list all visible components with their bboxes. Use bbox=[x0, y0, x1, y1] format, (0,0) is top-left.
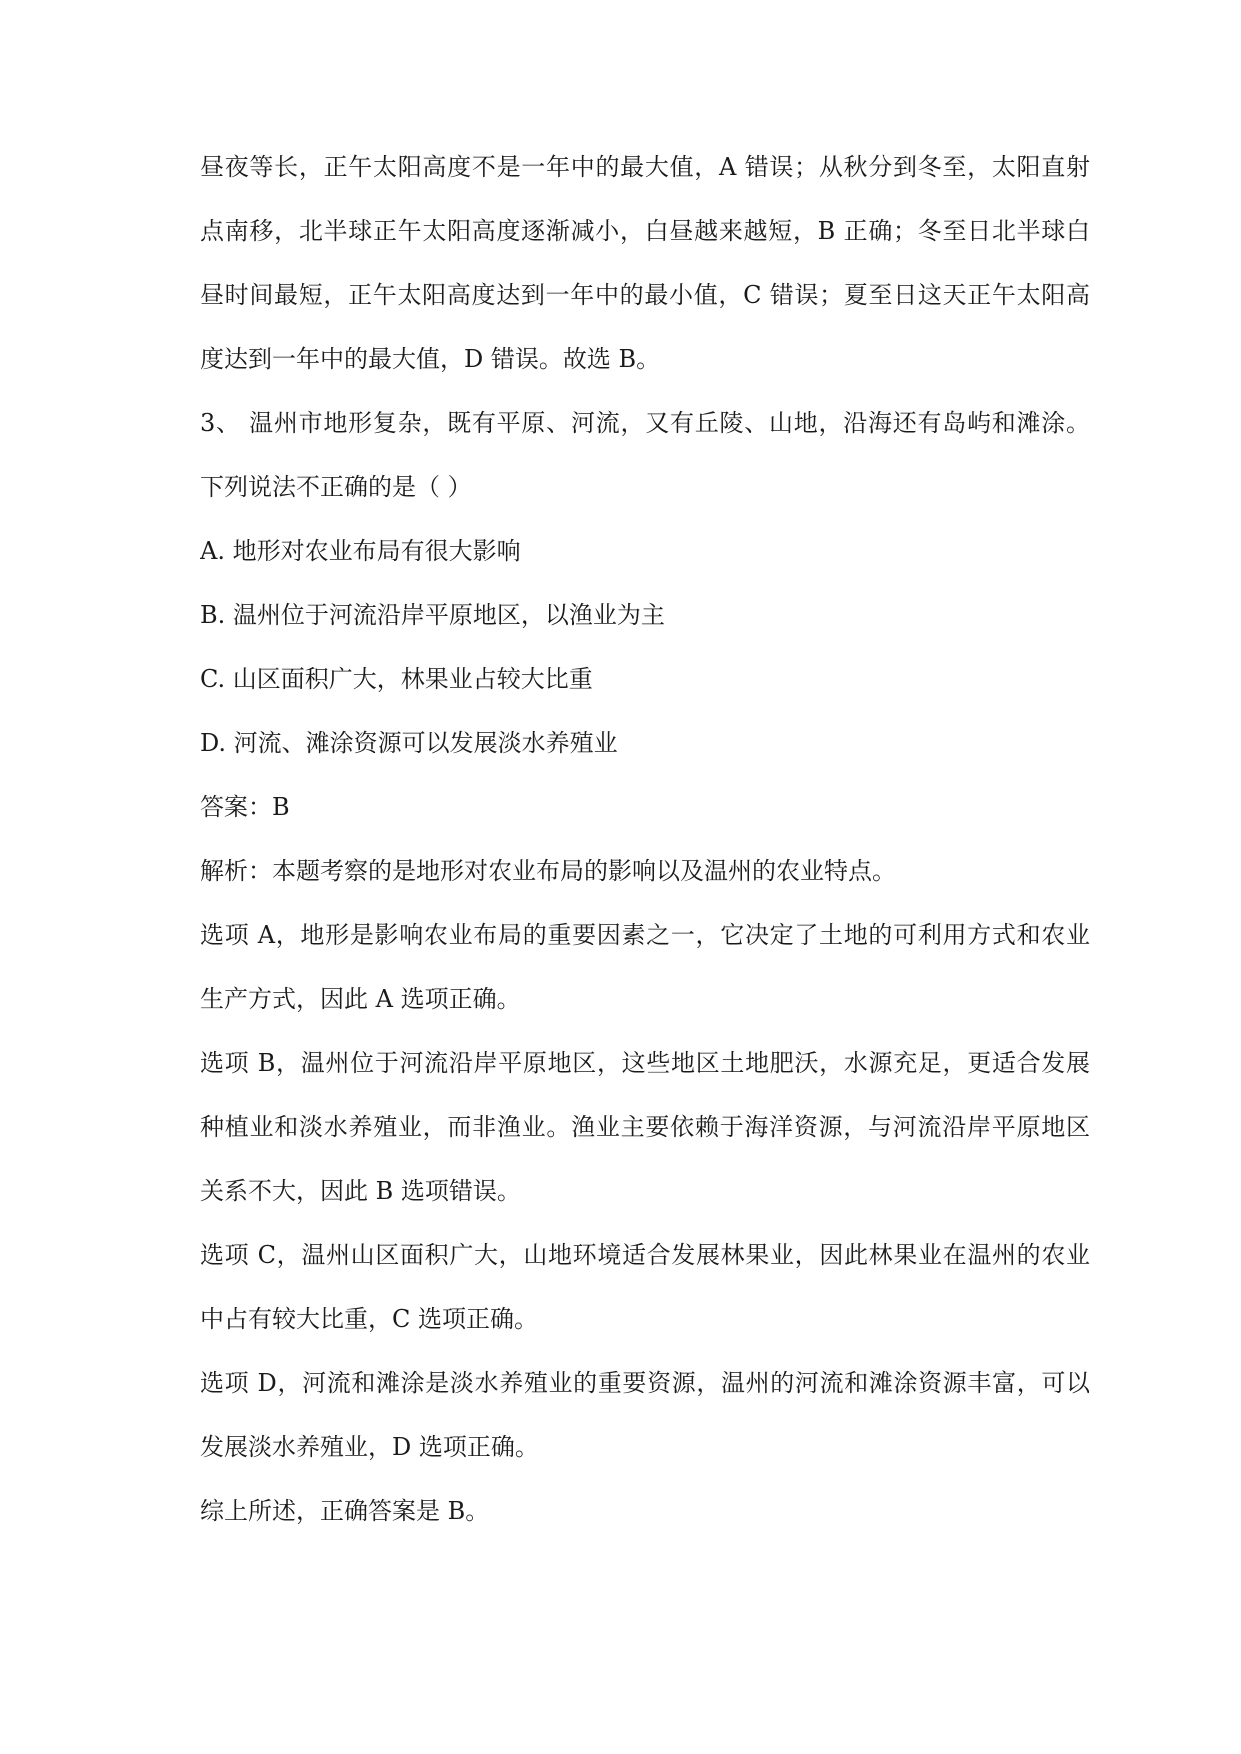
option-d: D. 河流、滩涂资源可以发展淡水养殖业 bbox=[200, 729, 618, 757]
continuation-line-1: 昼夜等长，正午太阳高度不是一年中的最大值，A 错误；从秋分到冬至，太阳直射 bbox=[200, 153, 1090, 181]
option-a-analysis-line-2: 生产方式，因此 A 选项正确。 bbox=[200, 985, 521, 1013]
option-b: B. 温州位于河流沿岸平原地区，以渔业为主 bbox=[200, 601, 665, 629]
continuation-line-2: 点南移，北半球正午太阳高度逐渐减小，白昼越来越短，B 正确；冬至日北半球白 bbox=[200, 217, 1090, 245]
option-d-analysis-line-1: 选项 D，河流和滩涂是淡水养殖业的重要资源，温州的河流和滩涂资源丰富，可以 bbox=[200, 1369, 1090, 1397]
option-b-analysis-line-2: 种植业和淡水养殖业，而非渔业。渔业主要依赖于海洋资源，与河流沿岸平原地区 bbox=[200, 1113, 1090, 1141]
answer: 答案：B bbox=[200, 793, 290, 821]
analysis-intro: 解析：本题考察的是地形对农业布局的影响以及温州的农业特点。 bbox=[200, 857, 896, 885]
option-c: C. 山区面积广大，林果业占较大比重 bbox=[200, 665, 593, 693]
option-c-analysis-line-1: 选项 C，温州山区面积广大，山地环境适合发展林果业，因此林果业在温州的农业 bbox=[200, 1241, 1090, 1269]
continuation-line-3: 昼时间最短，正午太阳高度达到一年中的最小值，C 错误；夏至日这天正午太阳高 bbox=[200, 281, 1090, 309]
option-a: A. 地形对农业布局有很大影响 bbox=[200, 537, 521, 565]
question-stem-line-2: 下列说法不正确的是（ ） bbox=[200, 473, 472, 501]
continuation-line-4: 度达到一年中的最大值，D 错误。故选 B。 bbox=[200, 345, 661, 373]
conclusion: 综上所述，正确答案是 B。 bbox=[200, 1497, 490, 1525]
option-d-analysis-line-2: 发展淡水养殖业，D 选项正确。 bbox=[200, 1433, 539, 1461]
option-b-analysis-line-3: 关系不大，因此 B 选项错误。 bbox=[200, 1177, 521, 1205]
option-a-analysis-line-1: 选项 A，地形是影响农业布局的重要因素之一，它决定了土地的可利用方式和农业 bbox=[200, 921, 1090, 949]
question-stem-line-1: 3、 温州市地形复杂，既有平原、河流，又有丘陵、山地，沿海还有岛屿和滩涂。 bbox=[200, 409, 1090, 437]
option-b-analysis-line-1: 选项 B，温州位于河流沿岸平原地区，这些地区土地肥沃，水源充足，更适合发展 bbox=[200, 1049, 1090, 1077]
option-c-analysis-line-2: 中占有较大比重，C 选项正确。 bbox=[200, 1305, 538, 1333]
